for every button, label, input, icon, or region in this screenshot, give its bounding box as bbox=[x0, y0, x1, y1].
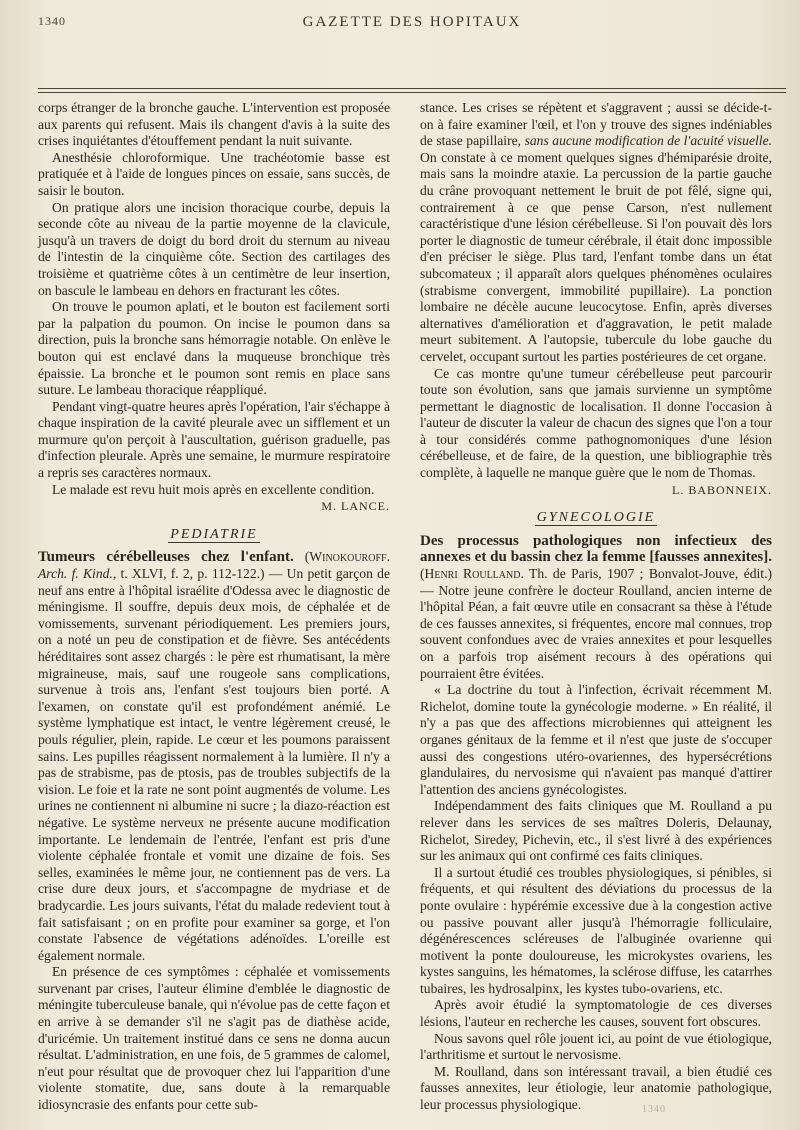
right-column bbox=[420, 100, 772, 1114]
section-heading-text: PEDIATRIE bbox=[170, 526, 258, 542]
article-paragraph: Tumeurs cérébelleuses chez l'enfant. (Winokouroff. Arch. f. Kind., t. XLVI, f. 2, p. 112-122.) — Un petit garçon de neuf ans entre à l'hôpital israélite d'Odessa avec le diagnostic de méningisme. Il souffre, depuis deux mois, de céphalée et de vomissements, survenant périodiquement. Les premiers jours, on a noté un peu de constipation et de fièvre. Ses antécédents héréditaires sont assez chargés : le père est rhumatisant, la mère migraineuse, mais, sauf une rougeole sans complications, survenue à trois ans, l'enfant s'est toujours bien porté. A l'examen, on constate qu'il est profondément anémié. Le système lymphatique est intact, le ventre légèrement creusé, le pouls régulier, plein, rapide. Le cœur et les poumons paraissent sains. Les pupilles réagissent normalement à la lumière. Il n'y a pas de strabisme, pas de ptosis, pas de troubles subjectifs de la vision. Le foie et la rate ne sont point augmentés de volume. Les urines ne contiennent ni albumine ni sucre ; la diazo-réaction est négative. Le système nerveux ne présente aucune modification importante. Le lendemain de l'entrée, l'enfant est pris d'une violente céphalée frontale et vomit une dizaine de fois. Ses selles, examinées le même jour, ne contiennent pas de vers. La crise dure deux jours, et s'accompagne de mydriase et de bradycardie. Les jours suivants, l'état du malade redevient tout à fait satisfaisant ; on en profite pour examiner sa gorge, et l'on constate l'absence de végétations adénoïdes. L'oreille est également normale. bbox=[38, 549, 390, 963]
article-paragraph bbox=[420, 533, 772, 682]
paragraph: On trouve le poumon aplati, et le bouton est facilement sorti par la palpation du poumon. On incise le poumon dans sa direction, puis la bronche sans hémorragie notable. On enlève le bouton qui est enclavé dans la muqueuse bronchique très épaissie. La bronche et le poumon sont remis en place sans suture. Le lambeau thoracique réappliqué. bbox=[38, 299, 390, 398]
paragraph-text: stance. Les crises se répètent et s'aggravent ; aussi se décide-t-on à faire examiner l'œil, et l'on y trouve des signes indéniables de stase papillaire, bbox=[420, 100, 772, 149]
paragraph: Anesthésie chloroformique. Une trachéotomie basse est pratiquée et à l'aide de longues pinces on essaie, sans succès, de saisir le bouton. bbox=[38, 149, 390, 198]
left-column bbox=[38, 100, 390, 1114]
page-number: 1340 bbox=[38, 14, 66, 28]
page-header bbox=[38, 14, 786, 36]
paragraph: Le malade est revu huit mois après en excellente condition. bbox=[52, 481, 375, 497]
paragraph: corps étranger de la bronche gauche. L'intervention est proposée aux parents qui refusent. Mais ils changent d'avis à la suite des crises inquiétantes d'étouffement pendant la nuit suivante. bbox=[38, 100, 390, 149]
article-title: Des processus pathologiques non infectieux des annexes et du bassin chez la femme [fausses annexites]. bbox=[420, 532, 772, 566]
paragraph: Indépendamment des faits cliniques que M. Roulland a pu relever dans les services de ses maîtres Doleris, Delaunay, Richelot, Siredey, Pichevin, etc., il s'est livré à des expériences sur les animaux qui ont confirmé ces faits cliniques. bbox=[420, 798, 772, 864]
italic-text: sans aucune modification de l'acuité visuelle. bbox=[524, 133, 772, 149]
paragraph: Nous savons quel rôle jouent ici, au point de vue étiologique, l'arthritisme et surtout le nervosisme. bbox=[420, 1030, 772, 1063]
section-heading-text: GYNECOLOGIE bbox=[536, 510, 656, 526]
paragraph: « La doctrine du tout à l'infection, écrivait récemment M. Richelot, domine toute la gynécologie moderne. » En réalité, il n'y a pas que des affections microbiennes qui atteignent les organes génitaux de la femme et il n'est que juste de s'occuper aussi des congestions utéro-ovariennes, des hypersécrétions glandulaires, du nervosisme qui n'avaient pas manqué d'attirer l'attention des anciens gynécologistes. bbox=[420, 682, 772, 797]
section-heading-gynecologie bbox=[420, 510, 772, 527]
running-title: GAZETTE DES HOPITAUX bbox=[302, 14, 522, 30]
reference-author: Winokouroff bbox=[309, 549, 387, 565]
paragraph bbox=[420, 100, 772, 366]
header-rule-thin bbox=[38, 92, 786, 93]
author-signature: L. BABONNEIX. bbox=[672, 482, 772, 497]
reference-author: (Henri Roulland. bbox=[420, 566, 524, 582]
paragraph: Pendant vingt-quatre heures après l'opération, l'air s'échappe à chaque inspiration de la cavité pleurale avec un sifflement et un murmure qu'on perçoit à l'auscultation, guérison graduelle, pas d'infection pleurale. Après une semaine, le murmure respiratoire a repris ses caractères normaux. bbox=[38, 398, 390, 481]
paragraph: Ce cas montre qu'une tumeur cérébelleuse peut parcourir toute son évolution, sans que jamais survienne un symptôme permettant le diagnostic de localisation. Il donne l'occasion à l'auteur de discuter la valeur de chacun des signes que l'on a tour à tour considérés comme pathognomoniques d'une lésion cérébelleuse, et de faire, de la question, une bibliographie très complète, à laquelle ne manque guère que le nom de Thomas. bbox=[420, 365, 772, 481]
author-signature: M. LANCE. bbox=[321, 499, 390, 514]
article-title: Tumeurs cérébelleuses chez l'enfant. bbox=[38, 549, 294, 566]
reference-journal: Arch. f. Kind. bbox=[38, 566, 113, 582]
section-heading-pediatrie bbox=[38, 527, 390, 544]
paragraph: On pratique alors une incision thoracique courbe, depuis la seconde côte au niveau de la partie moyenne de la clavicule, jusqu'à un travers de doigt du bord droit du sternum au niveau de l'intestin de la cinquième côte. Section des cartilages des troisième et quatrième côtes à un centimètre de leur insertion, on bascule le lambeau en dehors en fracturant les côtes. bbox=[38, 199, 390, 298]
article-body: , t. XLVI, f. 2, p. 112-122.) — Un petit garçon de neuf ans entre à l'hôpital israélite d'Odessa avec le diagnostic de méningisme. Il souffre, depuis deux mois, de céphalée et de vomissements, survenant périodiquement. Les premiers jours, on a noté un peu de constipation et de fièvre. Ses antécédents héréditaires sont assez chargés : le père est rhumatisant, la mère migraineuse, mais, sauf une rougeole sans complications, survenue à trois ans, l'enfant s'est toujours bien porté. A l'examen, on constate qu'il est profondément anémié. Le système lymphatique est intact, le ventre légèrement creusé, le pouls régulier, plein, rapide. Le cœur et les poumons paraissent sains. Les pupilles réagissent normalement à la lumière. Il n'y a pas de strabisme, pas de ptosis, pas de troubles subjectifs de la vision. Le foie et la rate ne sont point augmentés de volume. Les urines ne contiennent ni albumine ni sucre ; la diazo-réaction est négative. Le système nerveux ne présente aucune modification importante. Le lendemain de l'entrée, l'enfant est pris d'une violente céphalée frontale et vomit une dizaine de fois. Ses selles, examinées le même jour, ne contiennent pas de vers. La crise dure deux jours, et s'accompagne de mydriase et de bradycardie. Les jours suivants, l'état du malade redevient tout à fait satisfaisant ; on en profite pour examiner sa gorge, et l'on constate l'absence de végétations adénoïdes. L'oreille est également normale. bbox=[38, 566, 390, 963]
article-body: Th. de Paris, 1907 ; Bonvalot-Jouve, édit.) — Notre jeune confrère le docteur Roulland, ancien interne de l'hôpital Péan, a fait œuvre utile en consacrant sa thèse à l'étude de ces fausses annexites, si fréquentes, encore mal connues, trop souvent confondues avec de vraies annexites et pour lesquelles on a parfois trop aisément recours à des opérations qui pourraient être évitées. bbox=[420, 566, 773, 681]
paragraph-text: On constate à ce moment quelques signes d'hémiparésie droite, mais sans la moindre ataxie. La percussion de la partie gauche du crâne provoquant nettement le bruit de pot fêlé, signe qui, contrairement à ce que pense Carson, n'est nullement caractéristique d'une lésion cérébelleuse. Si l'on pouvait dès lors porter le diagnostic de tumeur cérébrale, il était donc impossible d'en préciser le siège. Plus tard, l'enfant tombe dans un état subcomateux ; il apparaît alors quelques phénomènes oculaires (strabisme convergent, immobilité pupillaire). La ponction lombaire ne décèle aucune leucocytose. Enfin, après diverses alternatives d'amélioration et d'aggravation, le petit malade meurt subitement. A l'autopsie, tubercule du lobe gauche du cervelet, occupant surtout les parties postérieures de cet organe. bbox=[420, 149, 772, 364]
faded-footer-mark: 1340 bbox=[642, 1104, 666, 1115]
paragraph: M. Roulland, dans son intéressant travail, a bien étudié ces fausses annexites, leur étiologie, leur anatomie pathologique, leur processus physiologique. bbox=[420, 1063, 772, 1113]
paragraph: Après avoir étudié la symptomatologie de ces diverses lésions, l'auteur en recherche les causes, souvent fort obscures. bbox=[420, 997, 772, 1030]
paragraph: En présence de ces symptômes : céphalée et vomissements survenant par crises, l'auteur élimine d'emblée le diagnostic de méningite tuberculeuse banale, qui n'évolue pas de cette façon et en arrive à se demander s'il ne s'agit pas de diathèse acide, d'uricémie. Un traitement institué dans ce sens ne donna aucun résultat. L'administration, en une fois, de 5 grammes de calomel, n'eut pour résultat que de provoquer chez lui l'apparition d'une violente stomatite, due, sans doute à la remarquable idiosyncrasie des enfants pour cette sub- bbox=[38, 964, 390, 1113]
paragraph: Il a surtout étudié ces troubles physiologiques, si pénibles, si fréquents, et qui résultent des déviations du processus de la ponte ovulaire : hypérémie excessive due à la congestion active ou passive pouvant aller jusqu'à l'hémorragie folliculaire, dégénérescences scléreuses de l'albuginée ovarienne qui motivent la ponte douloureuse, les microkystes ovariens, les kystes sanguins, les hématomes, la sclérose diffuse, les catarrhes tubaires, les hydrosalpinx, les kystes tubo-ovariens, etc. bbox=[420, 864, 772, 996]
header-rule-thick bbox=[38, 88, 786, 89]
